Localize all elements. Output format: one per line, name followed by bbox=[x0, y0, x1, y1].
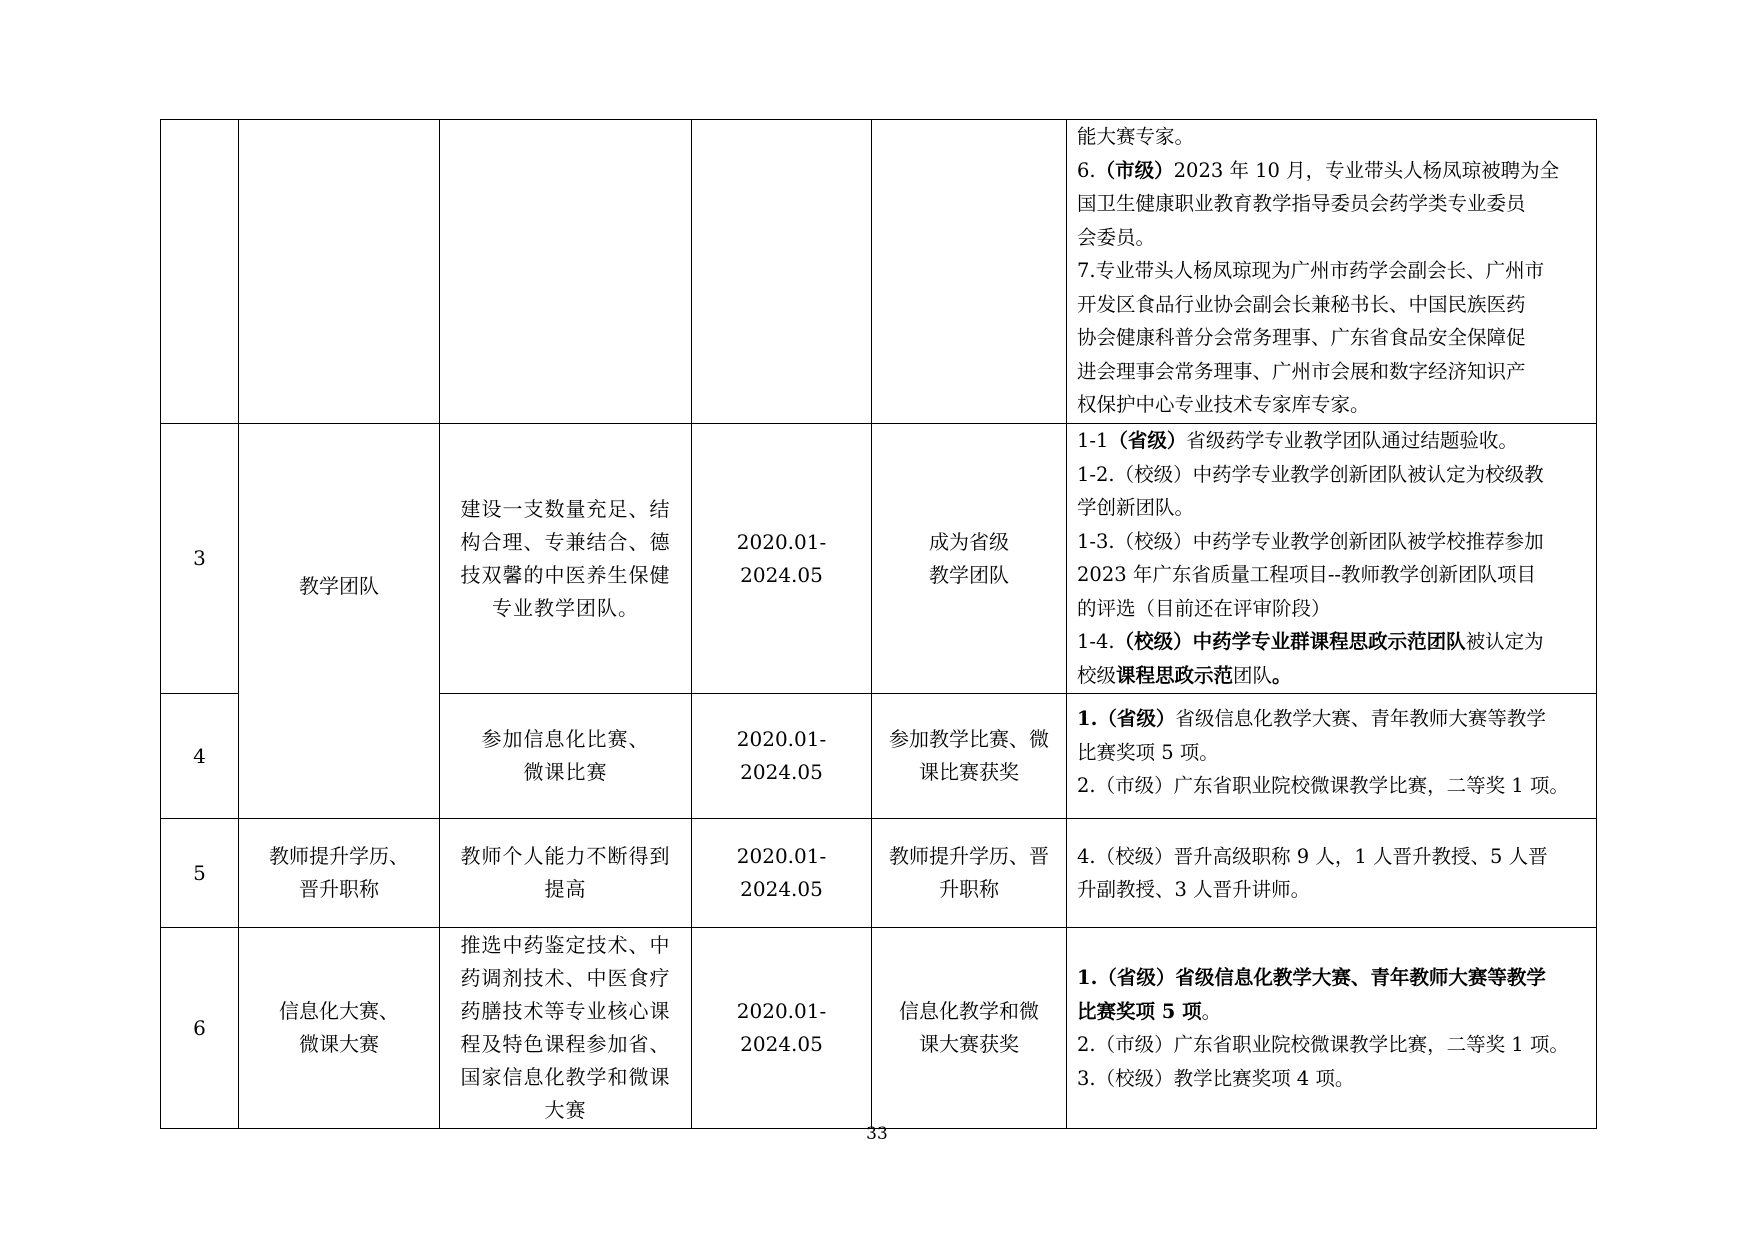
completion-cell bbox=[1067, 694, 1597, 819]
cell-line: 升职称 bbox=[939, 877, 999, 901]
bold-text: （市级） bbox=[1095, 158, 1174, 182]
cell-line: 构合理、专兼结合、德 bbox=[460, 529, 671, 554]
desc-line bbox=[1077, 355, 1586, 389]
desc-line bbox=[1077, 388, 1586, 422]
completion-cell bbox=[1067, 928, 1597, 1129]
text: 。 bbox=[1201, 999, 1222, 1023]
completion-cell bbox=[1067, 424, 1597, 694]
bold-text: 。 bbox=[1272, 663, 1292, 687]
desc-line bbox=[1077, 592, 1586, 626]
text: 6. bbox=[1077, 158, 1096, 182]
text: 国卫生健康职业教育教学指导委员会药学类专业委员 bbox=[1077, 192, 1526, 215]
target-cell bbox=[440, 928, 692, 1129]
desc-line bbox=[1077, 221, 1586, 255]
bold-text: （校级）中药学专业群课程思政示范团队 bbox=[1114, 630, 1466, 653]
desc-line bbox=[1077, 254, 1586, 288]
text: 团队 bbox=[1233, 663, 1273, 687]
goal-cell bbox=[872, 120, 1067, 424]
desc-line bbox=[1077, 736, 1586, 770]
text: 4.（校级）晋升高级职称 9 人，1 人晋升教授、5 人晋 bbox=[1077, 844, 1548, 868]
text: 能大赛专家。 bbox=[1077, 125, 1195, 148]
text: 1-1 bbox=[1077, 429, 1109, 452]
table-row bbox=[161, 819, 1597, 928]
desc-line bbox=[1077, 321, 1586, 355]
cell-line: 技双馨的中医养生保健 bbox=[460, 562, 671, 587]
text: 被认定为 bbox=[1465, 630, 1544, 653]
page-number: 33 bbox=[866, 1124, 888, 1144]
cell-line: 课比赛获奖 bbox=[919, 760, 1019, 784]
item-cell bbox=[239, 928, 440, 1129]
text: 1-4. bbox=[1077, 630, 1115, 653]
desc-line bbox=[1077, 288, 1586, 322]
cell-line: 教师提升学历、晋 bbox=[889, 844, 1049, 868]
cell-line: 教师个人能力不断得到 bbox=[460, 844, 671, 868]
target-cell bbox=[440, 424, 692, 694]
text: 省级信息化教学大赛、青年教师大赛等教学 bbox=[1175, 707, 1546, 730]
project-table bbox=[160, 119, 1597, 1129]
cell-line: 成为省级 bbox=[929, 529, 1009, 554]
cell-line: 参加信息化比赛、 bbox=[481, 727, 650, 751]
bold-text: 1.（省级） bbox=[1077, 707, 1176, 730]
item-cell bbox=[239, 120, 440, 424]
cell-line: 大赛 bbox=[544, 1098, 587, 1122]
cell-line: 提高 bbox=[544, 877, 587, 901]
target-cell bbox=[440, 819, 692, 928]
cell-line: 微课比赛 bbox=[523, 760, 608, 784]
item-cell bbox=[239, 819, 440, 928]
text: 2.（市级）广东省职业院校微课教学比赛，二等奖 1 项。 bbox=[1077, 1033, 1569, 1056]
cell-line: 程及特色课程参加省、 bbox=[460, 1032, 671, 1056]
cell-line: 信息化教学和微 bbox=[899, 999, 1039, 1023]
desc-line bbox=[1077, 424, 1586, 458]
desc-line bbox=[1077, 458, 1586, 492]
text: 的评选（目前还在评审阶段） bbox=[1077, 596, 1331, 620]
text: 权保护中心专业技术专家库专家。 bbox=[1077, 393, 1370, 416]
desc-line bbox=[1077, 558, 1586, 592]
cell-line: 专业教学团队。 bbox=[492, 595, 639, 620]
text: 3.（校级）教学比赛奖项 4 项。 bbox=[1077, 1066, 1355, 1090]
table-row bbox=[161, 424, 1597, 694]
text: 2.（市级）广东省职业院校微课教学比赛，二等奖 1 项。 bbox=[1077, 774, 1569, 797]
period-cell: 2020.01-2024.05 bbox=[692, 819, 872, 928]
goal-cell bbox=[872, 928, 1067, 1129]
text: 升副教授、3 人晋升讲师。 bbox=[1077, 878, 1311, 901]
text: 2023 年 10 月，专业带头人杨凤琼被聘为全 bbox=[1173, 158, 1560, 182]
row-number-cell: 3 bbox=[161, 424, 239, 694]
cell-line: 教学团队 bbox=[929, 562, 1009, 587]
table-row bbox=[161, 120, 1597, 424]
completion-cell bbox=[1067, 120, 1597, 424]
text: 7.专业带头人杨凤琼现为广州市药学会副会长、广州市 bbox=[1077, 259, 1545, 282]
cell-line: 参加教学比赛、微 bbox=[889, 727, 1049, 751]
row-number-cell bbox=[161, 120, 239, 424]
period-cell: 2020.01-2024.05 bbox=[692, 424, 872, 694]
period-cell: 2020.01-2024.05 bbox=[692, 694, 872, 819]
bold-text: 课程思政示范 bbox=[1116, 663, 1234, 687]
desc-line bbox=[1077, 873, 1586, 907]
desc-line bbox=[1077, 120, 1586, 154]
text: 开发区食品行业协会副会长兼秘书长、中国民族医药 bbox=[1077, 292, 1526, 316]
desc-line bbox=[1077, 840, 1586, 874]
target-cell bbox=[440, 694, 692, 819]
period-cell bbox=[692, 120, 872, 424]
goal-cell bbox=[872, 819, 1067, 928]
text: 会委员。 bbox=[1077, 225, 1156, 249]
bold-text: 1.（省级）省级信息化教学大赛、青年教师大赛等教学 bbox=[1077, 966, 1546, 989]
target-cell bbox=[440, 120, 692, 424]
cell-line: 教师提升学历、 bbox=[269, 844, 409, 868]
desc-line bbox=[1077, 1062, 1586, 1096]
desc-line bbox=[1077, 625, 1586, 659]
text: 1-3.（校级）中药学专业教学创新团队被学校推荐参加 bbox=[1077, 529, 1544, 553]
desc-line bbox=[1077, 995, 1586, 1029]
row-number-cell: 6 bbox=[161, 928, 239, 1129]
row-number-cell: 5 bbox=[161, 819, 239, 928]
desc-line bbox=[1077, 961, 1586, 995]
table-row bbox=[161, 928, 1597, 1129]
cell-line: 晋升职称 bbox=[299, 877, 379, 901]
item-cell: 教学团队 bbox=[239, 424, 440, 819]
cell-line: 推选中药鉴定技术、中 bbox=[460, 933, 671, 957]
cell-line: 课大赛获奖 bbox=[919, 1032, 1019, 1056]
text: 学创新团队。 bbox=[1077, 496, 1195, 519]
desc-line bbox=[1077, 769, 1586, 803]
text: 省级药学专业教学团队通过结题验收。 bbox=[1186, 429, 1518, 452]
period-cell: 2020.01-2024.05 bbox=[692, 928, 872, 1129]
bold-text: （省级） bbox=[1108, 429, 1187, 452]
row-number-cell: 4 bbox=[161, 694, 239, 819]
cell-line: 国家信息化教学和微课 bbox=[460, 1065, 671, 1089]
goal-cell bbox=[872, 694, 1067, 819]
text: 2023 年广东省质量工程项目--教师教学创新团队项目 bbox=[1077, 563, 1537, 586]
desc-line bbox=[1077, 1028, 1586, 1062]
cell-line: 药调剂技术、中医食疗 bbox=[460, 966, 671, 990]
cell-line: 微课大赛 bbox=[299, 1032, 379, 1056]
goal-cell bbox=[872, 424, 1067, 694]
desc-line bbox=[1077, 659, 1586, 693]
text: 校级 bbox=[1077, 663, 1117, 687]
bold-text: 比赛奖项 5 项 bbox=[1077, 999, 1202, 1023]
text: 进会理事会常务理事、广州市会展和数字经济知识产 bbox=[1077, 359, 1526, 383]
desc-line bbox=[1077, 154, 1586, 188]
desc-line bbox=[1077, 187, 1586, 221]
cell-line: 建设一支数量充足、结 bbox=[460, 496, 671, 521]
completion-cell bbox=[1067, 819, 1597, 928]
text: 1-2.（校级）中药学专业教学创新团队被认定为校级教 bbox=[1077, 462, 1544, 486]
desc-line bbox=[1077, 702, 1586, 736]
cell-line: 药膳技术等专业核心课 bbox=[460, 999, 671, 1023]
desc-line bbox=[1077, 525, 1586, 559]
text: 比赛奖项 5 项。 bbox=[1077, 740, 1219, 764]
cell-line: 信息化大赛、 bbox=[279, 999, 399, 1023]
text: 协会健康科普分会常务理事、广东省食品安全保障促 bbox=[1077, 326, 1526, 349]
desc-line bbox=[1077, 491, 1586, 525]
